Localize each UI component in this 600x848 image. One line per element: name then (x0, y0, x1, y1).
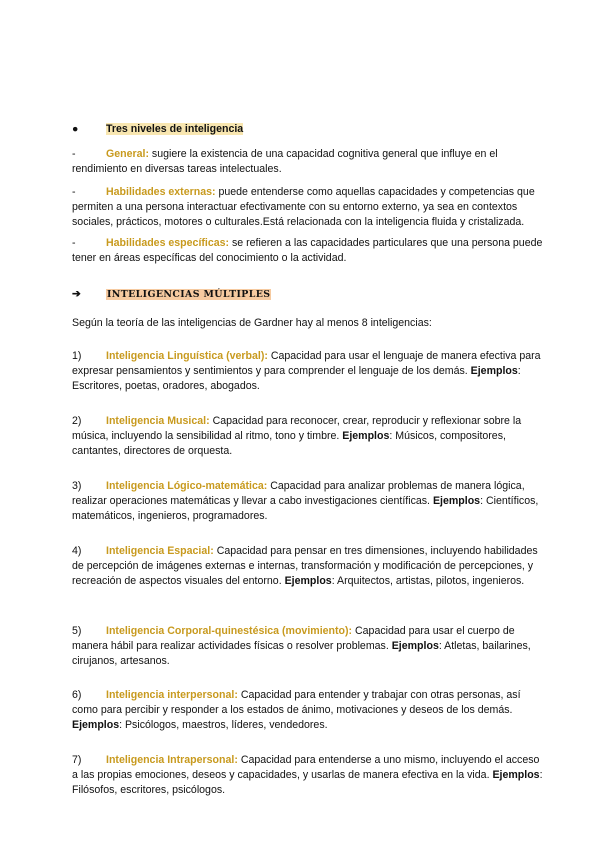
arrow-icon: ➔ (72, 288, 81, 300)
multiples-title: INTELIGENCIAS MÚLTIPLES (107, 289, 271, 300)
inteligencia-name: Inteligencia Linguística (verbal): (106, 350, 268, 362)
ejemplos-label: Ejemplos (492, 769, 540, 782)
inteligencia-name: Inteligencia Corporal-quinestésica (movimiento): (106, 625, 353, 637)
ejemplos-label: Ejemplos (72, 719, 120, 732)
inteligencia-desc: Capacidad para usar el lenguaje de manera efectiva para expresar pensamientos y sentimientos y para comprender el lenguaje de los demás. (72, 350, 541, 378)
inteligencia-name: Inteligencia Musical: (106, 415, 210, 427)
inteligencia-desc: Capacidad para reconocer, crear, reproducir y reflexionar sobre la música, incluyendo la sensibilidad al ritmo, tono y timbre. (72, 415, 522, 443)
inteligencia-desc: Capacidad para pensar en tres dimensiones, incluyendo habilidades de percepción de imágenes externas e internas, transformación y modificación de percepciones, y recreación de aspectos visuales del entorno. (72, 545, 538, 588)
nivel-term: Habilidades específicas: (106, 237, 230, 249)
ejemplos-label: Ejemplos (470, 365, 518, 378)
item-number: 5) (72, 625, 82, 637)
nivel-item (72, 236, 546, 266)
ejemplos-label: Ejemplos (342, 430, 390, 443)
nivel-text: sugiere la existencia de una capacidad cognitiva general que influye en el rendimiento en diversas tareas intelectuales. (72, 148, 498, 176)
inteligencia-item (72, 753, 546, 799)
nivel-item (72, 147, 546, 177)
ejemplos-text: : Filósofos, escritores, psicólogos. (72, 769, 543, 797)
nivel-term: Habilidades externas: (106, 186, 216, 198)
inteligencia-name: Inteligencia Lógico-matemática: (106, 480, 268, 492)
dash: - (72, 237, 76, 249)
inteligencia-item (72, 349, 546, 395)
item-number: 6) (72, 689, 82, 701)
ejemplos-text: : Psicólogos, maestros, líderes, vendedores. (119, 719, 328, 732)
dash: - (72, 148, 76, 160)
item-number: 3) (72, 480, 82, 492)
inteligencia-desc: Capacidad para entenderse a uno mismo, incluyendo el acceso a las propias emociones, deseos y capacidades, y usarlas de manera efectiva en la vida. (72, 754, 540, 782)
niveles-heading (72, 122, 546, 137)
multiples-intro: Según la teoría de las inteligencias de Gardner hay al menos 8 inteligencias: (72, 317, 432, 329)
inteligencia-name: Inteligencia interpersonal: (106, 689, 238, 701)
bullet-icon: ● (72, 123, 79, 135)
multiples-heading (72, 287, 546, 302)
inteligencia-name: Inteligencia Espacial: (106, 545, 214, 557)
nivel-text: puede entenderse como aquellas capacidades y competencias que permiten a una persona interactuar efectivamente con su entorno externo, ya sea en contextos sociales, prácticos, motores o culturales.Está relacionada con la inteligencia fluida y cristalizada. (72, 186, 535, 229)
inteligencia-item (72, 414, 546, 460)
inteligencia-desc: Capacidad para analizar problemas de manera lógica, realizar operaciones matemáticas y llevar a cabo investigaciones científicas. (72, 480, 525, 508)
item-number: 2) (72, 415, 82, 427)
ejemplos-text: : Escritores, poetas, oradores, abogados. (72, 365, 521, 393)
item-number: 4) (72, 545, 82, 557)
inteligencia-item (72, 688, 546, 734)
ejemplos-label: Ejemplos (284, 575, 332, 588)
ejemplos-text: : Atletas, bailarines, cirujanos, artesanos. (72, 640, 531, 668)
item-number: 1) (72, 350, 82, 362)
inteligencia-name: Inteligencia Intrapersonal: (106, 754, 238, 766)
nivel-text: se refieren a las capacidades particulares que una persona puede tener en áreas específicas del conocimiento o la actividad. (72, 237, 543, 265)
dash: - (72, 186, 76, 198)
inteligencia-desc: Capacidad para entender y trabajar con otras personas, así como para percibir y responder a los estados de ánimo, motivaciones y deseos de los demás. (72, 689, 521, 717)
inteligencia-desc: Capacidad para usar el cuerpo de manera hábil para realizar actividades físicas o resolver problemas. (72, 625, 515, 653)
niveles-title: Tres niveles de inteligencia (106, 123, 244, 135)
inteligencia-item (72, 544, 546, 590)
nivel-item (72, 185, 546, 231)
inteligencia-item (72, 624, 546, 670)
item-number: 7) (72, 754, 82, 766)
inteligencia-item (72, 479, 546, 525)
nivel-term: General: (106, 148, 149, 160)
ejemplos-text: : Arquitectos, artistas, pilotos, ingenieros. (331, 575, 525, 588)
ejemplos-label: Ejemplos (432, 495, 481, 508)
ejemplos-text: : Músicos, compositores, cantantes, directores de orquesta. (72, 430, 506, 458)
ejemplos-label: Ejemplos (391, 640, 439, 653)
ejemplos-text: : Científicos, matemáticos, ingenieros, programadores. (72, 495, 539, 523)
